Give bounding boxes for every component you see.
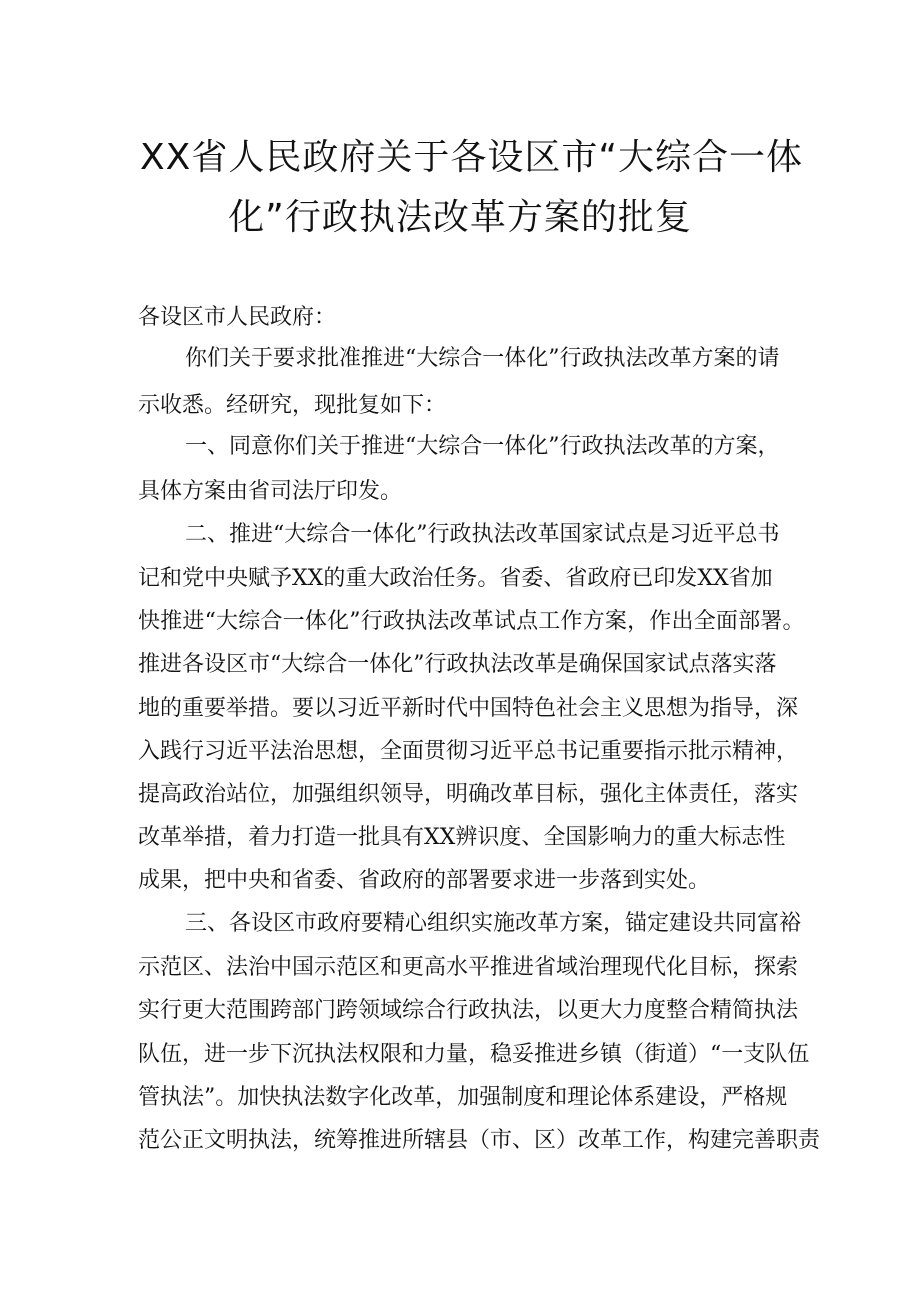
body-line: 范公正文明执法，统筹推进所辖县（市、区）改革工作，构建完善职责 (138, 1128, 821, 1153)
body-line: 入践行习近平法治思想，全面贯彻习近平总书记重要指示批示精神， (138, 739, 799, 764)
body-line: 示收悉。经研究，现批复如下： (138, 393, 447, 418)
body-line: 快推进“大综合一体化”行政执法改革试点工作方案，作出全面部署。 (138, 609, 805, 634)
body-line: 记和党中央赋予XX的重大政治任务。省委、省政府已印发XX省加 (138, 566, 773, 591)
body-line: 队伍，进一步下沉执法权限和力量，稳妥推进乡镇（街道）“一支队伍 (138, 1042, 810, 1067)
body-line: 地的重要举措。要以习近平新时代中国特色社会主义思想为指导，深 (138, 696, 799, 721)
body-line: 成果，把中央和省委、省政府的部署要求进一步落到实处。 (138, 868, 711, 893)
body-line: 推进各设区市“大综合一体化”行政执法改革是确保国家试点落实落 (138, 652, 777, 677)
body-line: 示范区、法治中国示范区和更高水平推进省域治理现代化目标，探索 (138, 955, 799, 980)
body-line: 实行更大范围跨部门跨领域综合行政执法，以更大力度整合精简执法 (138, 998, 799, 1023)
body-line: 改革举措，着力打造一批具有XX辨识度、全国影响力的重大标志性 (138, 825, 786, 850)
body-line: 二、推进“大综合一体化”行政执法改革国家试点是习近平总书 (185, 522, 780, 547)
body-line: 管执法”。加快执法数字化改革，加强制度和理论体系建设，严格规 (138, 1085, 788, 1110)
body-line: 三、各设区市政府要精心组织实施改革方案，锚定建设共同富裕 (185, 911, 802, 936)
salutation: 各设区市人民政府： (138, 305, 337, 330)
document-title-line-1: XX省人民政府关于各设区市“大综合一体 (140, 137, 803, 178)
document-title-line-2: 化”行政执法改革方案的批复 (228, 197, 692, 238)
body-line: 提高政治站位，加强组织领导，明确改革目标，强化主体责任，落实 (138, 782, 799, 807)
body-line: 一、同意你们关于推进“大综合一体化”行政执法改革的方案， (185, 434, 780, 459)
body-line: 你们关于要求批准推进“大综合一体化”行政执法改革方案的请 (185, 346, 780, 371)
body-line: 具体方案由省司法厅印发。 (138, 479, 403, 504)
